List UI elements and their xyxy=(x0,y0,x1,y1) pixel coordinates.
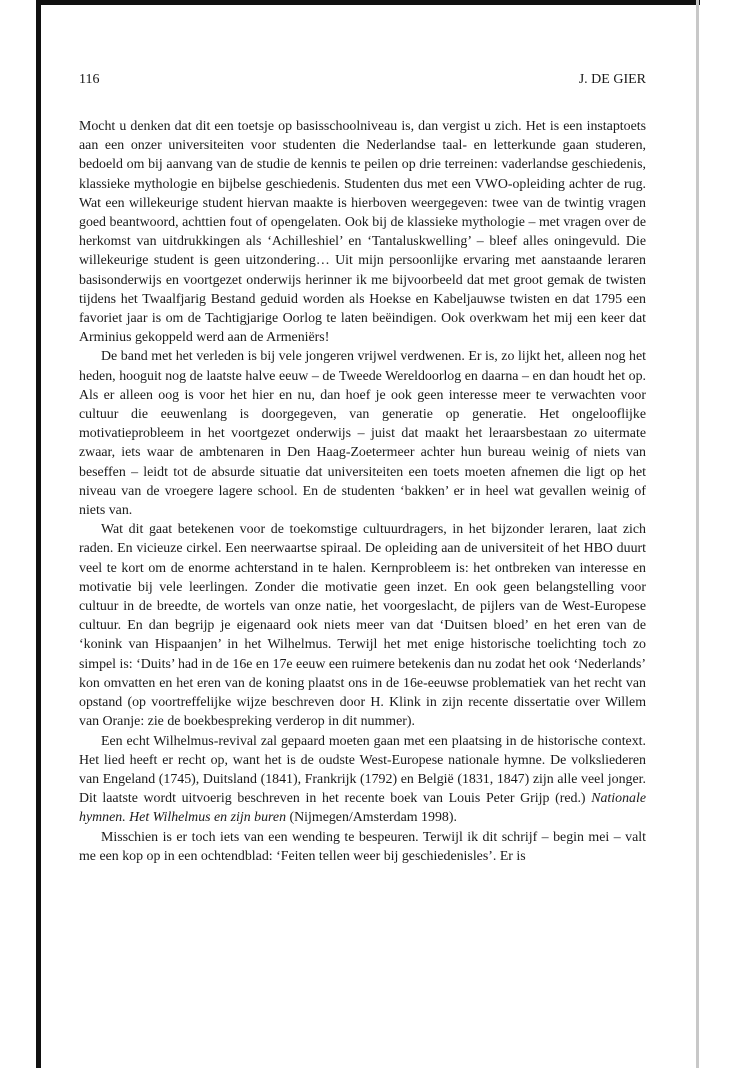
paragraph-1: Mocht u denken dat dit een toetsje op basisschoolniveau is, dan vergist u zich. Het is een instaptoets aan een onzer universiteiten voor studenten die Nederlandse taal- en letterkunde gaan studeren, bedoeld om bij aanvang van de studie de kennis te peilen op drie terreinen: vaderlandse geschiedenis, klassieke mythologie en bijbelse geschiedenis. Studenten dus met een VWO-opleiding achter de rug. Wat een willekeurige student hiervan maakte is hierboven weergegeven: twee van de twintig vragen goed beantwoord, achttien fout of opengelaten. Ook bij de klassieke mythologie – met vragen over de herkomst van uitdrukkingen als ‘Achilleshiel’ en ‘Tantaluskwelling’ – bleef alles oningevuld. Die willekeurige student is geen uitzondering… Uit mijn persoonlijke ervaring met aanstaande leraren basisonderwijs en voortgezet onderwijs herinner ik me bijvoorbeeld dat met groot gemak de twisten tijdens het Twaalfjarig Bestand geduid worden als Hoekse en Kabeljauwse twisten en dat 1795 een favoriet jaar is om de Tachtigjarige Oorlog te laten beëindigen. Ook overkwam het mij een keer dat Arminius gekoppeld werd aan de Armeniërs! xyxy=(79,119,646,346)
scan-border-left xyxy=(36,0,41,1068)
running-head-author: J. DE GIER xyxy=(578,72,646,87)
scan-border-right xyxy=(696,0,699,1068)
paragraph-4-citation: (Nijmegen/Amsterdam 1998). xyxy=(286,810,457,826)
paragraph-4 xyxy=(79,732,646,828)
paragraph-5: Misschien is er toch iets van een wending te bespeuren. Terwijl ik dit schrijf – begin mei – valt me een kop op in een ochtendblad: ‘Feiten tellen weer bij geschiedenisles’. Er is xyxy=(79,829,646,864)
paragraph-4-text: Een echt Wilhelmus-revival zal gepaard moeten gaan met een plaatsing in de historische context. Het lied heeft er recht op, want het is de oudste West-Europese nationale hymne. De volksliederen van Engeland (1745), Duitsland (1841), Frankrijk (1792) en België (1831, 1847) zijn alle veel jonger. Dit laatste wordt uitvoerig beschreven in het recente boek van Louis Peter Grijp (red.) xyxy=(79,733,646,807)
paragraph-3: Wat dit gaat betekenen voor de toekomstige cultuurdragers, in het bijzonder leraren, laat zich raden. En vicieuze cirkel. Een neerwaartse spiraal. De opleiding aan de universiteit of het HBO duurt veel te kort om de enorme achterstand in te halen. Kernprobleem is: het ontbreken van interesse en motivatie bij vele leerlingen. Zonder die motivatie geen inzet. En ook geen belangstelling voor cultuur in de breedte, de wortels van onze natie, het voorgeslacht, de pijlers van de West-Europese cultuur. En dan begrijp je eigenaard ook niets meer van dat ‘Duitsen bloed’ en het eren van de ‘konink van Hispaanjen’ in het Wilhelmus. Terwijl het met enige historische toelichting toch zo simpel is: ‘Duits’ had in de 16e en 17e eeuw een ruimere betekenis dan nu zodat het ook ‘Nederlands’ kon omvatten en het eren van de koning plaatst ons in de 16e-eeuwse problematiek van het recht van opstand (op voortreffelijke wijze beschreven door H. Klink in zijn recente dissertatie over Willem van Oranje: zie de boekbespreking verderop in dit nummer). xyxy=(79,522,646,730)
paragraph-2: De band met het verleden is bij vele jongeren vrijwel verdwenen. Er is, zo lijkt het, alleen nog het heden, hooguit nog de laatste halve eeuw – de Tweede Wereldoorlog en daarna – en dan houdt het op. Als er alleen oog is voor het hier en nu, dan hoef je ook geen interesse meer te verwachten voor cultuur die eeuwenlang is doorgegeven, van generatie op generatie. Het ongelooflijke motivatieprobleem in het voortgezet onderwijs – juist dat maakt het leraarsbestaan zo uitermate zwaar, iets waar de ambtenaren in Den Haag-Zoetermeer achter hun bureau weinig of niets van beseffen – leidt tot de absurde situatie dat universiteiten een toets moeten afnemen die ligt op het niveau van de vroegere lagere school. En de studenten ‘bakken’ er in heel wat gevallen weinig of niets van. xyxy=(79,349,646,519)
book-title: Nationale hymnen. Het Wilhelmus en zijn buren xyxy=(79,791,646,826)
scan-border-top xyxy=(36,0,700,5)
article-body xyxy=(79,117,646,866)
page-header xyxy=(79,72,646,92)
page-number: 116 xyxy=(79,72,100,87)
